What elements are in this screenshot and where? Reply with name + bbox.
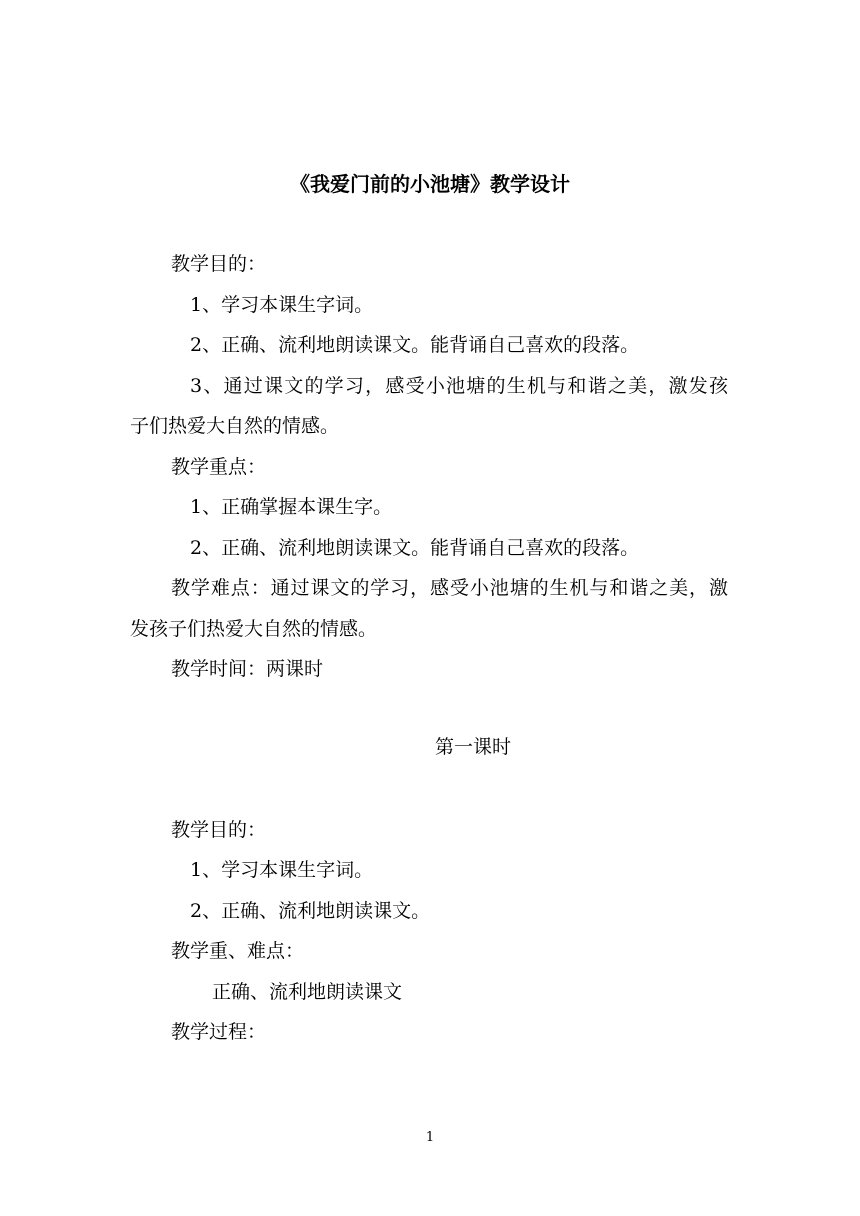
lesson-objective-item: 1、学习本课生字词。 <box>190 859 374 881</box>
key-points-heading: 教学重点： <box>171 456 267 478</box>
lesson-process-heading: 教学过程： <box>171 1021 267 1043</box>
lesson-objectives-heading: 教学目的： <box>171 819 267 841</box>
objectives-heading: 教学目的： <box>171 253 267 275</box>
page-number: 1 <box>425 1130 435 1145</box>
document-title: 《我爱门前的小池塘》教学设计 <box>290 172 570 196</box>
objective-item: 3、通过课文的学习，感受小池塘的生机与和谐之美，激发孩 <box>190 375 728 397</box>
key-point-item: 1、正确掌握本课生字。 <box>190 496 393 518</box>
objective-item-continuation: 子们热爱大自然的情感。 <box>130 415 340 437</box>
objective-item: 2、正确、流利地朗读课文。能背诵自己喜欢的段落。 <box>190 334 640 356</box>
difficulty-line: 教学难点：通过课文的学习，感受小池塘的生机与和谐之美，激 <box>171 577 728 599</box>
difficulty-line-continuation: 发孩子们热爱大自然的情感。 <box>130 618 378 640</box>
teaching-time: 教学时间：两课时 <box>171 658 324 680</box>
lesson-key-difficult-heading: 教学重、难点： <box>171 940 305 962</box>
key-point-item: 2、正确、流利地朗读课文。能背诵自己喜欢的段落。 <box>190 537 640 559</box>
lesson-objective-item: 2、正确、流利地朗读课文。 <box>190 900 431 922</box>
lesson-key-difficult-text: 正确、流利地朗读课文 <box>212 981 403 1003</box>
lesson-heading: 第一课时 <box>434 736 511 758</box>
objective-item: 1、学习本课生字词。 <box>190 294 374 316</box>
